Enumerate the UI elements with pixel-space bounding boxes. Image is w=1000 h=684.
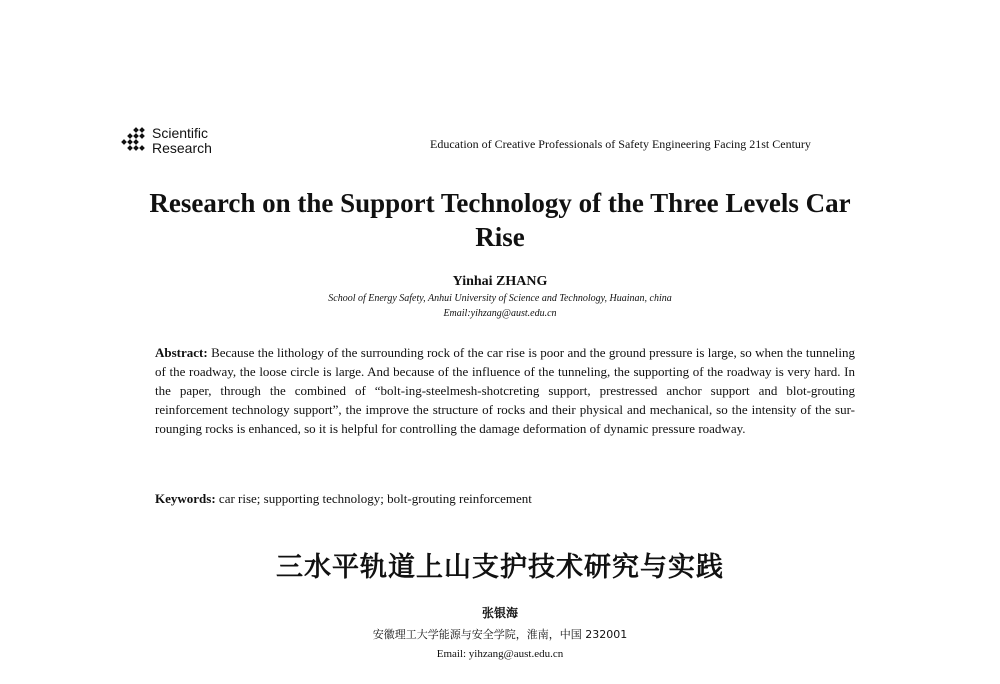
abstract <box>155 343 855 438</box>
paper-email: Email:yihzang@aust.edu.cn <box>443 308 557 319</box>
chinese-affiliation: 安徽理工大学能源与安全学院，淮南，中国 232001 <box>372 628 628 641</box>
scientific-research-logo-icon <box>120 126 150 156</box>
keywords-label: Keywords: <box>155 491 219 506</box>
logo-text <box>152 126 212 156</box>
paper-title: Research on the Support Technology of the Three Levels Car Rise <box>149 188 851 252</box>
keywords-text: car rise; supporting technology; bolt-grouting reinforcement <box>218 491 532 506</box>
publisher-logo <box>120 126 212 156</box>
abstract-text: Because the lithology of the surrounding rock of the car rise is poor and the ground pressure is large, so when the tunneling of the roadway, the loose circle is large. And because of the influence of the tunneling, the supporting of the roadway is very hard. In the paper, through the combined of “bolt-ing-steelmesh-shotcreting support, prestressed anchor support and blot-grouting reinforcement technology support”, the improve the structure of rocks and their physical and mechanical, so the intensity of the sur-rounging rocks is enhanced, so it is helpful for controlling the damage deformation of dynamic pressure roadway. <box>155 345 855 436</box>
chinese-email: Email: yihzang@aust.edu.cn <box>436 648 564 660</box>
logo-line-2: Research <box>152 140 212 156</box>
chinese-author: 张银海 <box>481 606 518 620</box>
paper-author: Yinhai ZHANG <box>452 274 548 289</box>
chinese-title: 三水平轨道上山支护技术研究与实践 <box>276 552 724 583</box>
running-head: Education of Creative Professionals of Safety Engineering Facing 21st Century <box>430 137 811 151</box>
paper-affiliation: School of Energy Safety, Anhui University of Science and Technology, Huainan, china <box>328 293 672 304</box>
logo-line-1: Scientific <box>152 125 209 141</box>
abstract-label: Abstract: <box>155 345 212 360</box>
keywords <box>155 491 855 507</box>
